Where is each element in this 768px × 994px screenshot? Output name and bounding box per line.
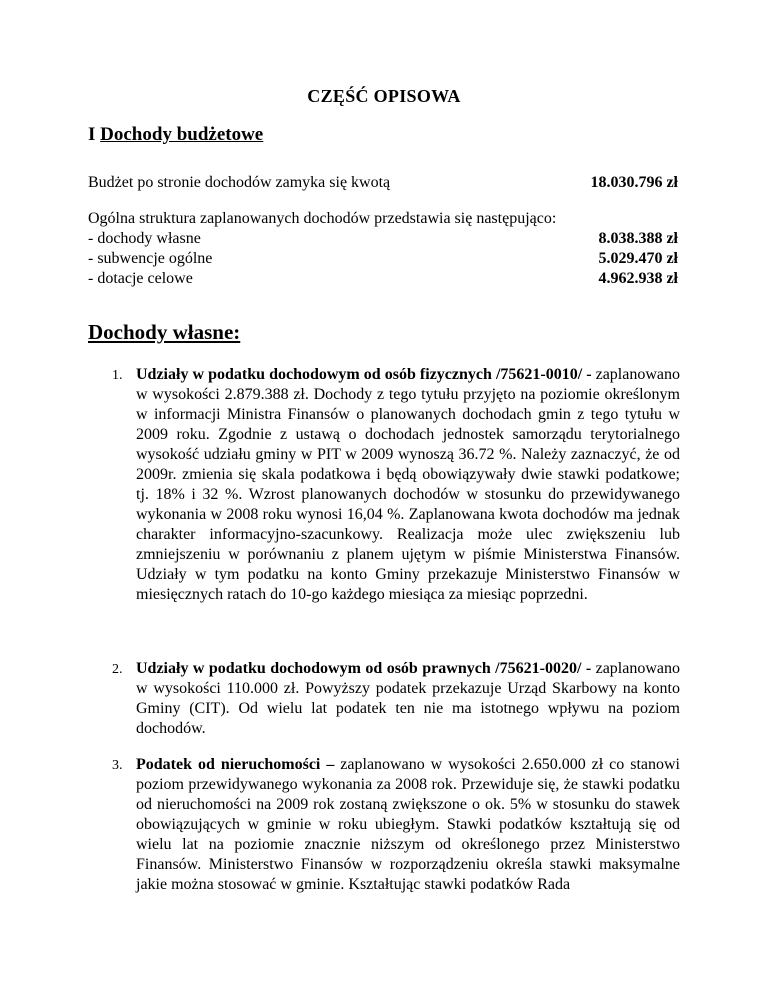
total-line: [88, 173, 678, 193]
section-title: Dochody budżetowe: [100, 124, 264, 145]
own-income-list: [100, 755, 680, 895]
section-numeral: I: [88, 124, 96, 145]
list-item-title: Udziały w podatku dochodowym od osób fizycznych /75621-0010/ -: [136, 366, 592, 383]
list-item: [100, 365, 680, 605]
list-item-title: Udziały w podatku dochodowym od osób prawnych /75621-0020/ -: [136, 660, 592, 677]
section-heading: [88, 124, 263, 146]
structure-intro: Ogólna struktura zaplanowanych dochodów przedstawia się następująco:: [88, 210, 557, 227]
list-item: [100, 755, 680, 895]
list-item-text: zaplanowano w wysokości 2.650.000 zł co stanowi poziom przewidywanego wykonania za 2008 rok. Przewiduje się, że stawki podatku od nieruchomości na 2009 rok zostaną zwiększone o ok. 5% w stosunku do stawek obowiązujących w gminie w roku ubiegłym. Stawki podatków kształtują się od wielu lat na poziomie znacznie niższym od określonego przez Ministerstwo Finansów. Ministerstwo Finansów w rozporządzeniu określa stawki maksymalne jakie można stosować w gminie. Kształtując stawki podatków Rada: [136, 756, 680, 893]
structure-item: [88, 229, 678, 249]
structure-item: [88, 269, 678, 289]
structure-item-amount: 8.038.388 zł: [598, 230, 678, 247]
total-amount: 18.030.796 zł: [590, 174, 678, 191]
own-income-list: [100, 659, 680, 739]
list-item: [100, 659, 680, 739]
list-item-number: 2.: [112, 662, 123, 677]
structure-item: [88, 249, 678, 269]
list-item-text: zaplanowano w wysokości 110.000 zł. Powyższy podatek przekazuje Urząd Skarbowy na konto Gminy (CIT). Od wielu lat podatek ten nie ma istotnego wpływu na poziom dochodów.: [136, 660, 681, 737]
list-item-title: Podatek od nieruchomości –: [136, 756, 335, 773]
list-item-text: zaplanowano w wysokości 2.879.388 zł. Dochody z tego tytułu przyjęto na poziomie określonym w informacji Ministra Finansów o planowanych dochodach gmin z tego tytułu w 2009 roku. Zgodnie z ustawą o dochodach jednostek samorządu terytorialnego wysokość udziału gminy w PIT w 2009 wynoszą 36.72 %. Należy zaznaczyć, że od 2009r. zmienia się skala podatkowa i będą obowiązywały dwie stawki podatkowe; tj. 18% i 32 %. Wzrost planowanych dochodów w stosunku do przewidywanego wykonania w 2008 roku wynosi 16,04 %. Zaplanowana kwota dochodów ma jednak charakter informacyjno-szacunkowy. Realizacja może ulec zwiększeniu lub zmniejszeniu w porównaniu z planem ujętym w piśmie Ministerstwa Finansów. Udziały w tym podatku na konto Gminy przekazuje Ministerstwo Finansów w miesięcznych ratach do 10-go każdego miesiąca za miesiąc poprzedni.: [136, 366, 681, 603]
structure-item-amount: 5.029.470 zł: [598, 250, 678, 267]
structure-item-label: - dotacje celowe: [88, 270, 193, 287]
own-income-list: [100, 365, 680, 605]
list-item-number: 3.: [112, 758, 123, 773]
total-label: Budżet po stronie dochodów zamyka się kwotą: [88, 174, 391, 191]
page-title: CZĘŚĆ OPISOWA: [307, 86, 461, 106]
own-income-heading: Dochody własne:: [88, 320, 241, 344]
structure-item-amount: 4.962.938 zł: [598, 270, 678, 287]
structure-item-label: - subwencje ogólne: [88, 250, 213, 267]
structure-item-label: - dochody własne: [88, 230, 201, 247]
list-item-number: 1.: [112, 368, 123, 383]
